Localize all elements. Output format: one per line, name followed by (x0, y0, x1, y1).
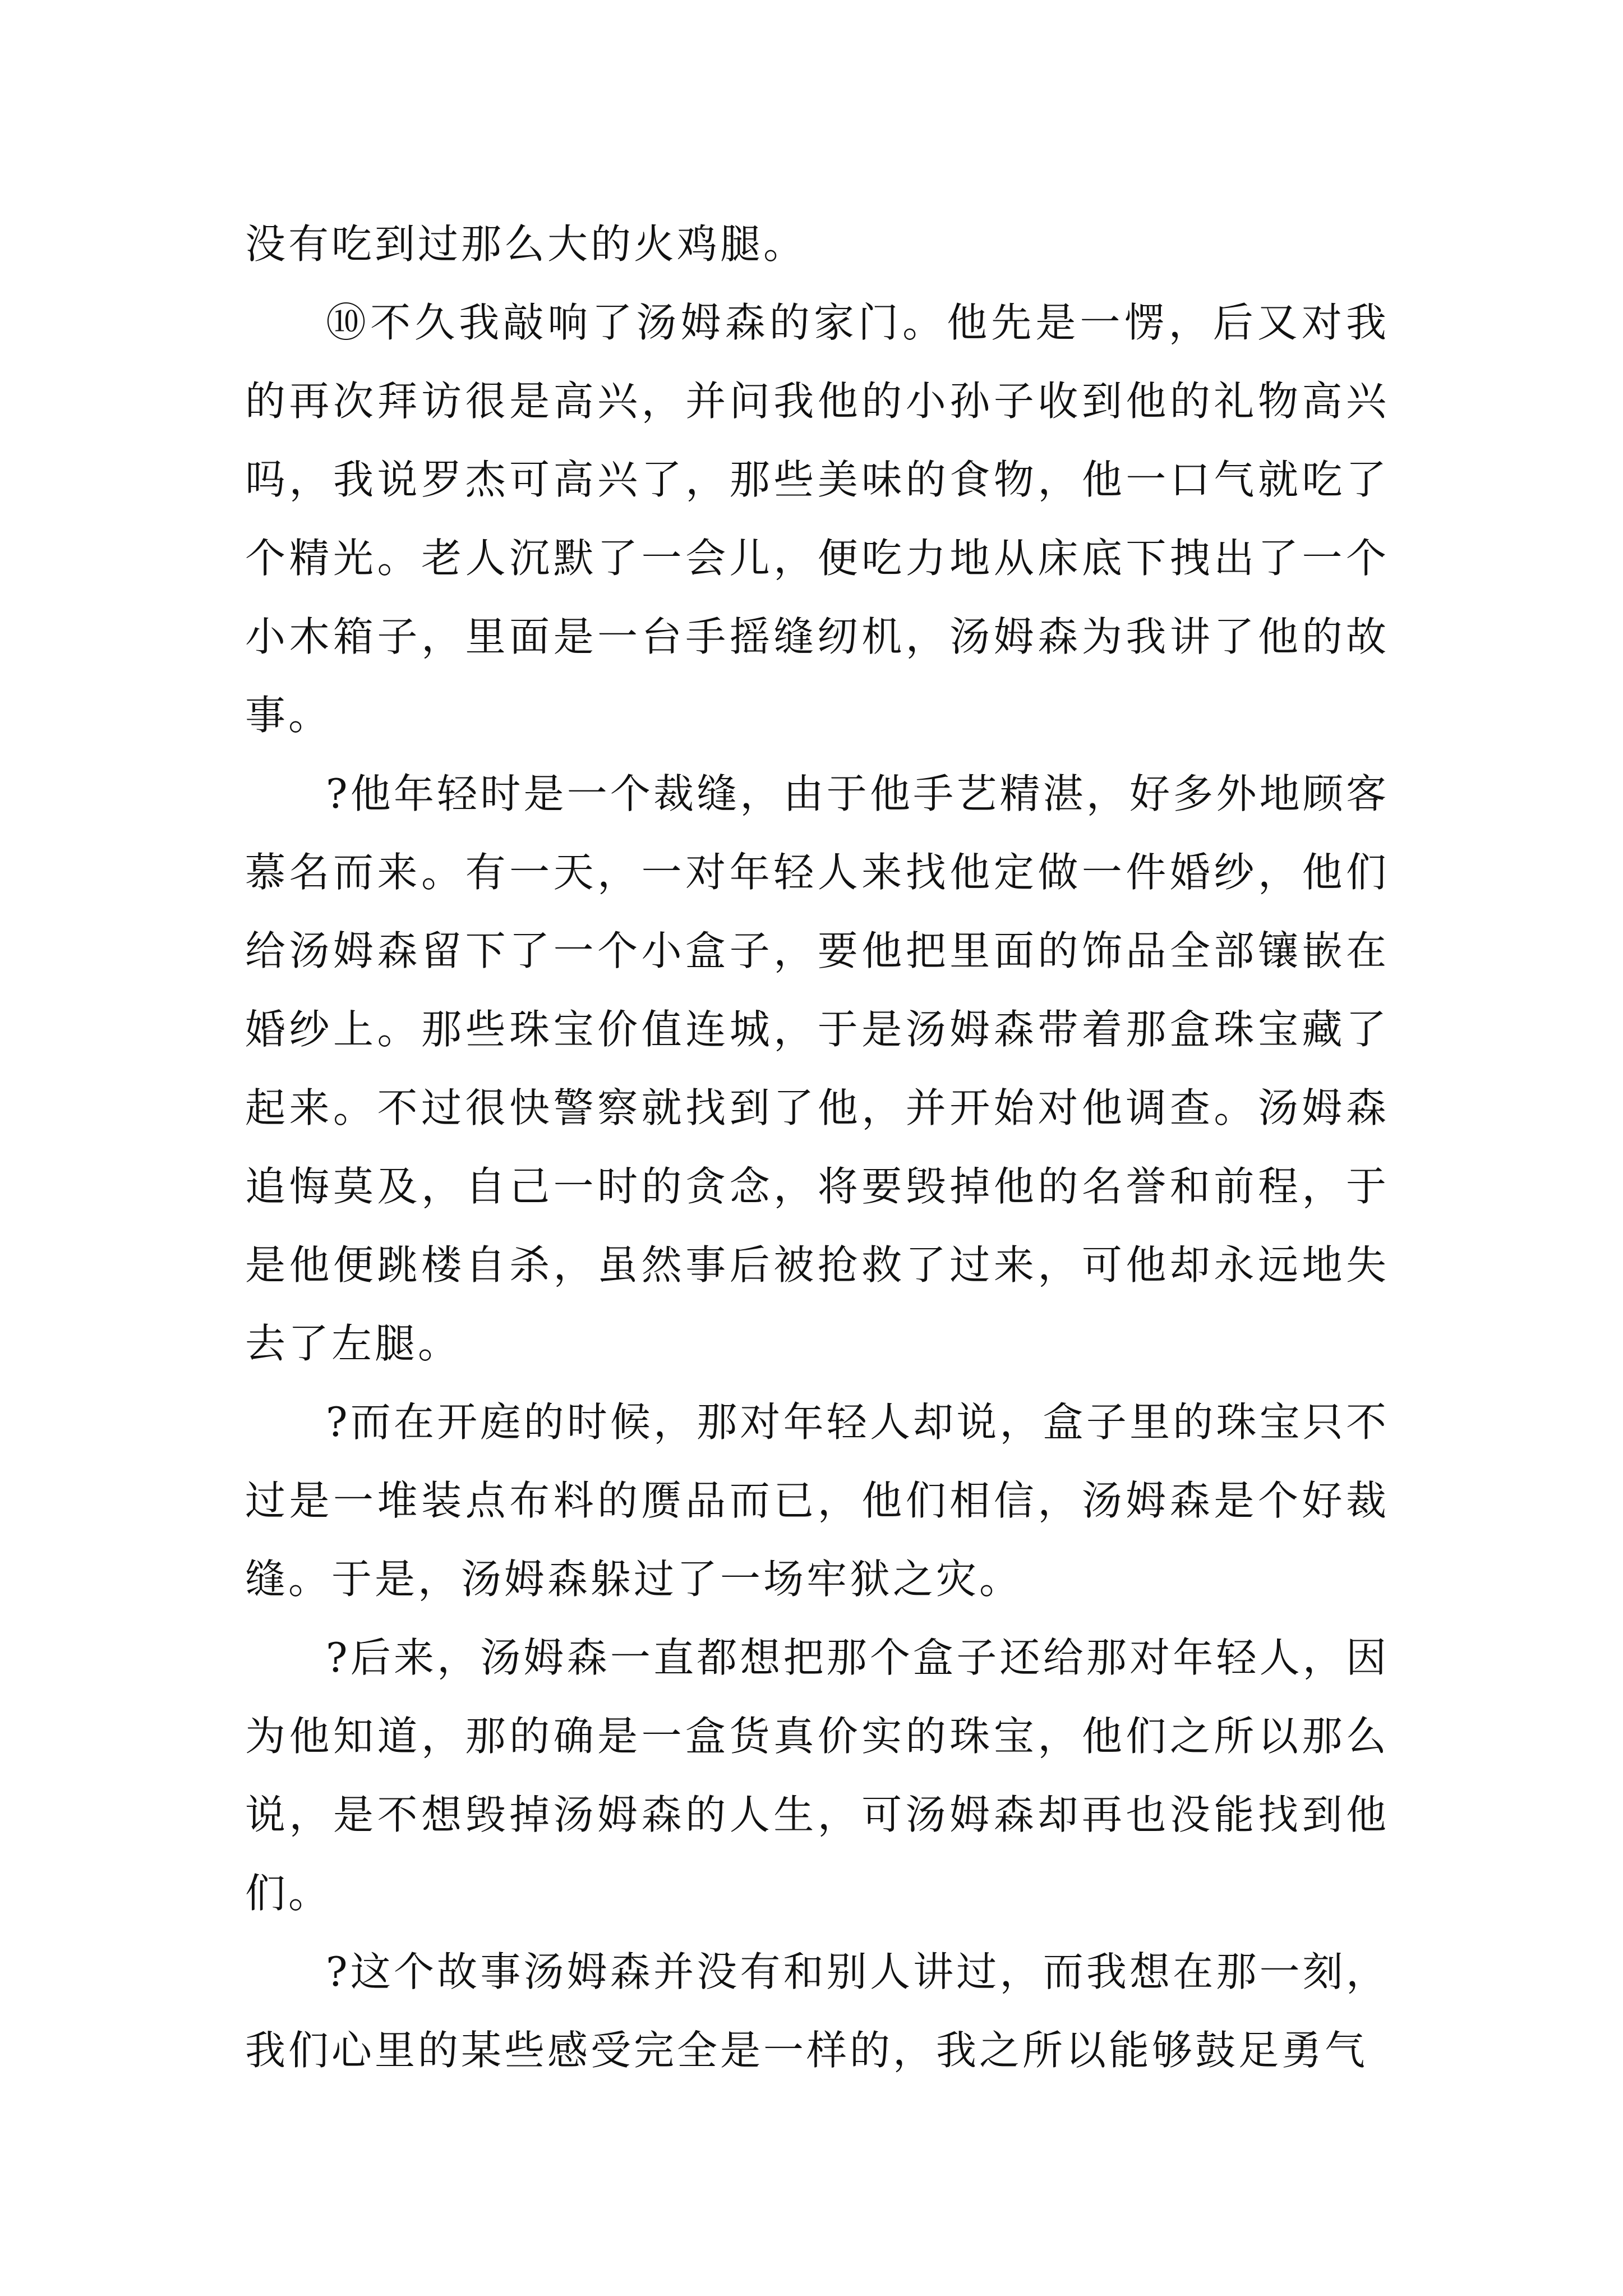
paragraph-14: ?这个故事汤姆森并没有和别人讲过，而我想在那一刻，我们心里的某些感受完全是一样的，我之所以能够鼓足勇气 (245, 1948, 1389, 2074)
paragraph-12: ?而在开庭的时候，那对年轻人却说，盒子里的珠宝只不过是一堆装点布料的赝品而已，他们相信，汤姆森是个好裁缝。于是，汤姆森躲过了一场牢狱之灾。 (245, 1398, 1389, 1603)
paragraph-continued: 没有吃到过那么大的火鸡腿。 (245, 220, 807, 268)
paragraph-11: ?他年轻时是一个裁缝，由于他手艺精湛，好多外地顾客慕名而来。有一天，一对年轻人来找他定做一件婚纱，他们给汤姆森留下了一个小盒子，要他把里面的饰品全部镶嵌在婚纱上。那些珠宝价值连城，于是汤姆森带着那盒珠宝藏了起来。不过很快警察就找到了他，并开始对他调查。汤姆森追悔莫及，自己一时的贪念，将要毁掉他的名誉和前程，于是他便跳楼自杀，虽然事后被抢救了过来，可他却永远地失去了左腿。 (245, 770, 1389, 1367)
paragraph-10: ⑩不久我敲响了汤姆森的家门。他先是一愣，后又对我的再次拜访很是高兴，并问我他的小孙子收到他的礼物高兴吗，我说罗杰可高兴了，那些美味的食物，他一口气就吃了个精光。老人沉默了一会儿，便吃力地从床底下拽出了一个小木箱子，里面是一台手摇缝纫机，汤姆森为我讲了他的故事。 (245, 299, 1389, 739)
document-body (245, 205, 1389, 2090)
paragraph-13: ?后来，汤姆森一直都想把那个盒子还给那对年轻人，因为他知道，那的确是一盒货真价实的珠宝，他们之所以那么说，是不想毁掉汤姆森的人生，可汤姆森却再也没能找到他们。 (245, 1634, 1389, 1917)
